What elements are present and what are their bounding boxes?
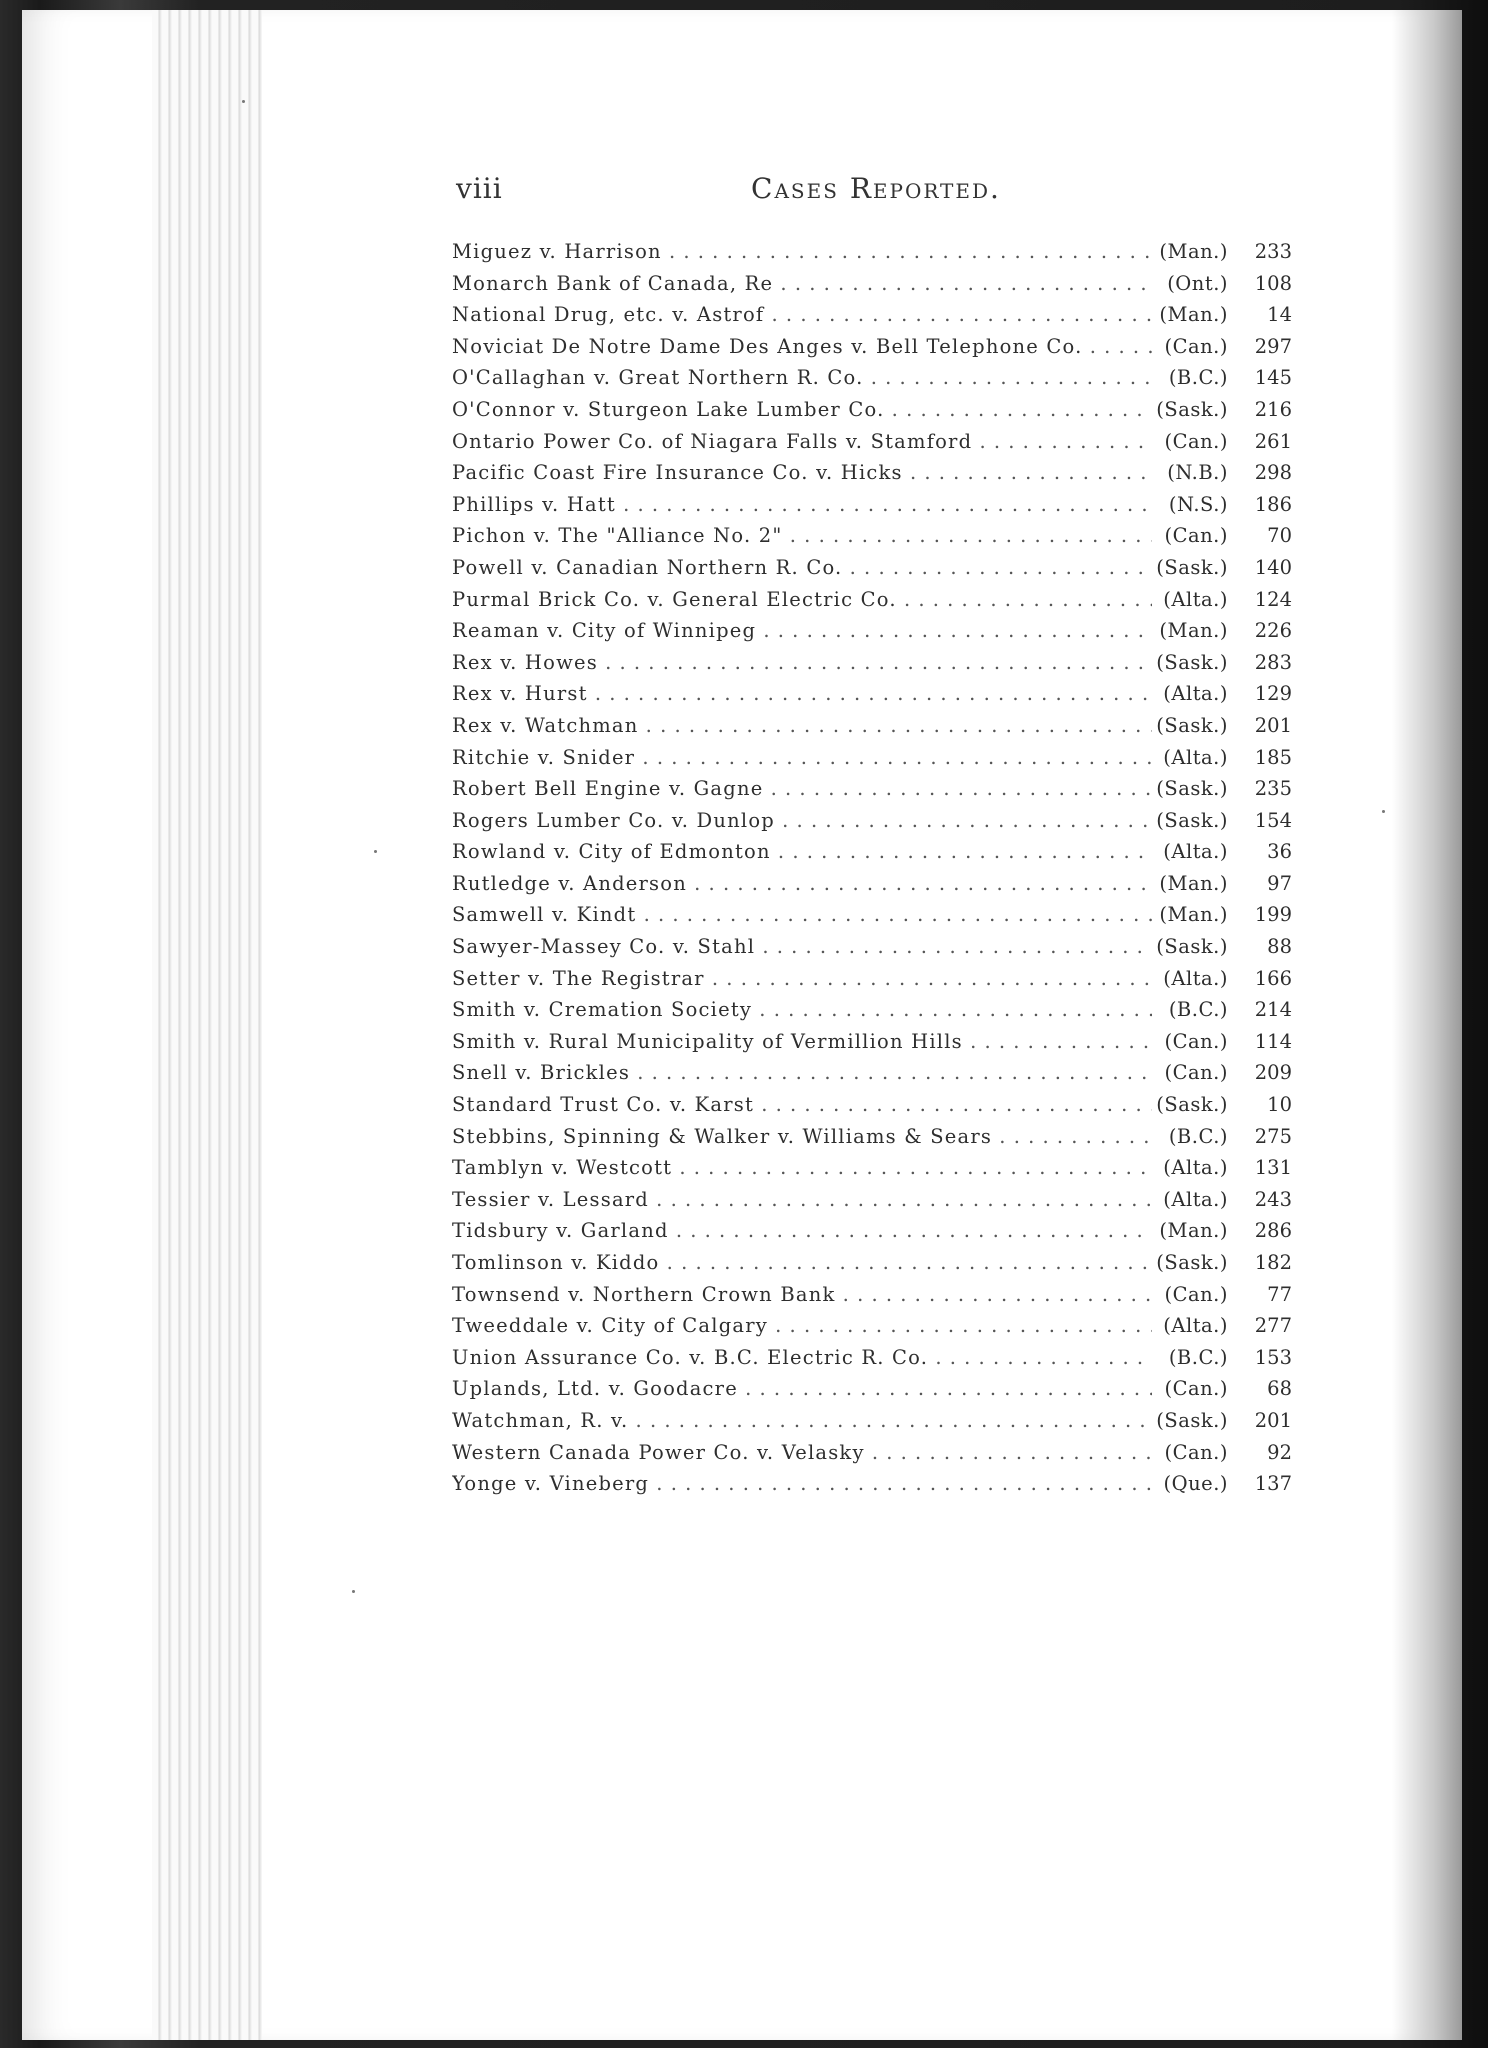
case-name: Phillips v. Hatt . . .	[452, 489, 1152, 521]
case-name: Watchman, R. v. . . .	[452, 1405, 1152, 1437]
case-entry	[452, 1310, 1292, 1342]
case-province: (Ont.)	[1152, 268, 1228, 300]
case-page-number: 10	[1267, 1093, 1292, 1117]
case-page-number: 137	[1254, 1472, 1292, 1496]
case-entry	[452, 1437, 1292, 1469]
case-name: Samwell v. Kindt . . .	[452, 899, 1152, 931]
case-name: Western Canada Power Co. v. Velasky . . .	[452, 1437, 1152, 1469]
case-page-number: 36	[1267, 840, 1292, 864]
case-province: (Can.)	[1152, 520, 1228, 552]
case-page-number: 154	[1254, 808, 1292, 832]
case-entry	[452, 1215, 1292, 1247]
case-page-number: 226	[1254, 619, 1292, 643]
case-name: Stebbins, Spinning & Walker v. Williams & Sears . . .	[452, 1121, 1152, 1153]
case-page-number: 235	[1254, 777, 1292, 801]
case-entry	[452, 931, 1292, 963]
case-name: Rutledge v. Anderson . . .	[452, 868, 1152, 900]
case-name: Purmal Brick Co. v. General Electric Co. . . .	[452, 584, 1152, 616]
case-name: O'Callaghan v. Great Northern R. Co. . . .	[452, 362, 1152, 394]
case-page-number: 166	[1254, 966, 1292, 990]
case-province: (Man.)	[1152, 868, 1228, 900]
case-province: (Man.)	[1152, 236, 1228, 268]
case-entry	[452, 299, 1292, 331]
case-province: (Alta.)	[1152, 678, 1228, 710]
case-entry	[452, 710, 1292, 742]
case-page-number: 277	[1254, 1314, 1292, 1338]
case-entry	[452, 1026, 1292, 1058]
case-page-number: 216	[1254, 397, 1292, 421]
case-province: (Can.)	[1152, 426, 1228, 458]
case-page-number: 209	[1254, 1061, 1292, 1085]
case-entry	[452, 489, 1292, 521]
cases-list	[452, 236, 1292, 1500]
case-page-number: 108	[1254, 271, 1292, 295]
case-entry	[452, 1089, 1292, 1121]
case-entry	[452, 742, 1292, 774]
case-province: (Sask.)	[1152, 552, 1228, 584]
case-page-number: 77	[1267, 1282, 1292, 1306]
case-province: (Can.)	[1152, 331, 1228, 363]
case-province: (B.C.)	[1152, 1121, 1228, 1153]
case-entry	[452, 268, 1292, 300]
case-page-number: 140	[1254, 555, 1292, 579]
case-province: (Alta.)	[1152, 742, 1228, 774]
case-name: Rogers Lumber Co. v. Dunlop . . .	[452, 805, 1152, 837]
case-entry	[452, 1468, 1292, 1500]
case-page-number: 261	[1254, 429, 1292, 453]
case-province: (Sask.)	[1152, 805, 1228, 837]
case-entry	[452, 1184, 1292, 1216]
case-entry	[452, 584, 1292, 616]
case-page-number: 233	[1254, 240, 1292, 263]
case-province: (Can.)	[1152, 1026, 1228, 1058]
page-stack-edges	[152, 10, 262, 2040]
case-province: (Man.)	[1152, 299, 1228, 331]
case-province: (Can.)	[1152, 1373, 1228, 1405]
case-entry	[452, 868, 1292, 900]
case-name: Ontario Power Co. of Niagara Falls v. Stamford . . .	[452, 426, 1152, 458]
case-name: O'Connor v. Sturgeon Lake Lumber Co. . . .	[452, 394, 1152, 426]
case-province: (Alta.)	[1152, 584, 1228, 616]
case-page-number: 114	[1254, 1029, 1292, 1053]
case-province: (Can.)	[1152, 1057, 1228, 1089]
case-name: Pacific Coast Fire Insurance Co. v. Hicks . . .	[452, 457, 1152, 489]
case-name: Robert Bell Engine v. Gagne . . .	[452, 773, 1152, 805]
case-page-number: 286	[1254, 1219, 1292, 1243]
case-province: (Sask.)	[1152, 773, 1228, 805]
case-page-number: 88	[1267, 935, 1292, 959]
case-name: Setter v. The Registrar . . .	[452, 963, 1152, 995]
binding-shadow	[1392, 10, 1462, 2040]
case-page-number: 131	[1254, 1156, 1292, 1180]
case-entry	[452, 1057, 1292, 1089]
case-province: (Sask.)	[1152, 647, 1228, 679]
case-name: Snell v. Brickles . . .	[452, 1057, 1152, 1089]
case-page-number: 201	[1254, 713, 1292, 737]
case-name: Monarch Bank of Canada, Re . . .	[452, 268, 1152, 300]
case-province: (B.C.)	[1152, 362, 1228, 394]
page-folio: viii	[456, 172, 503, 205]
paper-speck	[352, 1590, 355, 1593]
case-page-number: 92	[1267, 1440, 1292, 1464]
case-name: Noviciat De Notre Dame Des Anges v. Bell Telephone Co. . . .	[452, 331, 1152, 363]
case-entry	[452, 362, 1292, 394]
case-page-number: 283	[1254, 650, 1292, 674]
case-page-number: 185	[1254, 745, 1292, 769]
case-entry	[452, 520, 1292, 552]
case-province: (Man.)	[1152, 899, 1228, 931]
case-entry	[452, 1405, 1292, 1437]
case-page-number: 199	[1254, 903, 1292, 927]
case-page-number: 97	[1267, 871, 1292, 895]
case-name: Reaman v. City of Winnipeg . . .	[452, 615, 1152, 647]
case-name: Standard Trust Co. v. Karst . . .	[452, 1089, 1152, 1121]
case-page-number: 275	[1254, 1124, 1292, 1148]
case-page-number: 201	[1254, 1408, 1292, 1432]
case-entry	[452, 1247, 1292, 1279]
case-entry	[452, 1121, 1292, 1153]
case-entry	[452, 1279, 1292, 1311]
case-name: Townsend v. Northern Crown Bank . . .	[452, 1279, 1152, 1311]
case-province: (Sask.)	[1152, 394, 1228, 426]
case-entry	[452, 236, 1292, 268]
case-name: Rowland v. City of Edmonton . . .	[452, 836, 1152, 868]
case-name: Smith v. Cremation Society . . .	[452, 994, 1152, 1026]
case-province: (Alta.)	[1152, 1152, 1228, 1184]
case-page-number: 298	[1254, 461, 1292, 485]
paper-speck	[1382, 810, 1385, 813]
case-entry	[452, 457, 1292, 489]
case-province: (Can.)	[1152, 1437, 1228, 1469]
case-entry	[452, 552, 1292, 584]
case-province: (B.C.)	[1152, 994, 1228, 1026]
case-name: Tweeddale v. City of Calgary . . .	[452, 1310, 1152, 1342]
case-page-number: 186	[1254, 492, 1292, 516]
running-title: Cases Reported.	[751, 172, 1001, 205]
case-name: Smith v. Rural Municipality of Vermillion Hills . . .	[452, 1026, 1152, 1058]
case-page-number: 14	[1267, 303, 1292, 327]
case-page-number: 243	[1254, 1187, 1292, 1211]
case-name: Yonge v. Vineberg . . .	[452, 1468, 1152, 1500]
case-name: Ritchie v. Snider . . .	[452, 742, 1152, 774]
page-header	[456, 172, 1296, 212]
case-name: National Drug, etc. v. Astrof . . .	[452, 299, 1152, 331]
case-entry	[452, 426, 1292, 458]
case-province: (Can.)	[1152, 1279, 1228, 1311]
case-page-number: 145	[1254, 366, 1292, 390]
case-name: Tessier v. Lessard . . .	[452, 1184, 1152, 1216]
case-province: (N.B.)	[1152, 457, 1228, 489]
case-name: Pichon v. The "Alliance No. 2" . . .	[452, 520, 1152, 552]
case-name: Tomlinson v. Kiddo . . .	[452, 1247, 1152, 1279]
case-name: Union Assurance Co. v. B.C. Electric R. Co. . . .	[452, 1342, 1152, 1374]
paper-speck	[374, 850, 377, 853]
case-name: Sawyer-Massey Co. v. Stahl . . .	[452, 931, 1152, 963]
case-province: (Que.)	[1152, 1468, 1228, 1500]
case-entry	[452, 963, 1292, 995]
case-entry	[452, 1373, 1292, 1405]
case-province: (Man.)	[1152, 615, 1228, 647]
case-province: (Man.)	[1152, 1215, 1228, 1247]
case-province: (Alta.)	[1152, 1184, 1228, 1216]
case-province: (Sask.)	[1152, 1089, 1228, 1121]
case-page-number: 129	[1254, 682, 1292, 706]
case-entry	[452, 1152, 1292, 1184]
case-page-number: 182	[1254, 1251, 1292, 1274]
case-page-number: 153	[1254, 1345, 1292, 1369]
case-entry	[452, 615, 1292, 647]
case-name: Rex v. Hurst . . .	[452, 678, 1152, 710]
case-province: (Sask.)	[1152, 931, 1228, 963]
case-page-number: 214	[1254, 998, 1292, 1022]
case-page-number: 70	[1267, 524, 1292, 548]
case-entry	[452, 647, 1292, 679]
case-page-number: 124	[1254, 587, 1292, 611]
case-province: (N.S.)	[1152, 489, 1228, 521]
case-province: (Alta.)	[1152, 836, 1228, 868]
case-entry	[452, 331, 1292, 363]
case-entry	[452, 994, 1292, 1026]
paper-speck	[242, 100, 245, 103]
case-entry	[452, 1342, 1292, 1374]
case-name: Miguez v. Harrison . . .	[452, 236, 1152, 268]
case-name: Rex v. Howes . . .	[452, 647, 1152, 679]
case-name: Tidsbury v. Garland . . .	[452, 1215, 1152, 1247]
case-name: Tamblyn v. Westcott . . .	[452, 1152, 1152, 1184]
case-province: (Sask.)	[1152, 1405, 1228, 1437]
case-province: (B.C.)	[1152, 1342, 1228, 1374]
case-page-number: 297	[1254, 334, 1292, 358]
case-name: Uplands, Ltd. v. Goodacre . . .	[452, 1373, 1152, 1405]
case-province: (Sask.)	[1152, 710, 1228, 742]
case-entry	[452, 805, 1292, 837]
case-province: (Alta.)	[1152, 963, 1228, 995]
case-name: Rex v. Watchman . . .	[452, 710, 1152, 742]
case-entry	[452, 394, 1292, 426]
case-entry	[452, 773, 1292, 805]
case-name: Powell v. Canadian Northern R. Co. . . .	[452, 552, 1152, 584]
case-province: (Alta.)	[1152, 1310, 1228, 1342]
case-page-number: 68	[1267, 1377, 1292, 1401]
case-province: (Sask.)	[1152, 1247, 1228, 1279]
case-entry	[452, 836, 1292, 868]
case-entry	[452, 678, 1292, 710]
case-entry	[452, 899, 1292, 931]
